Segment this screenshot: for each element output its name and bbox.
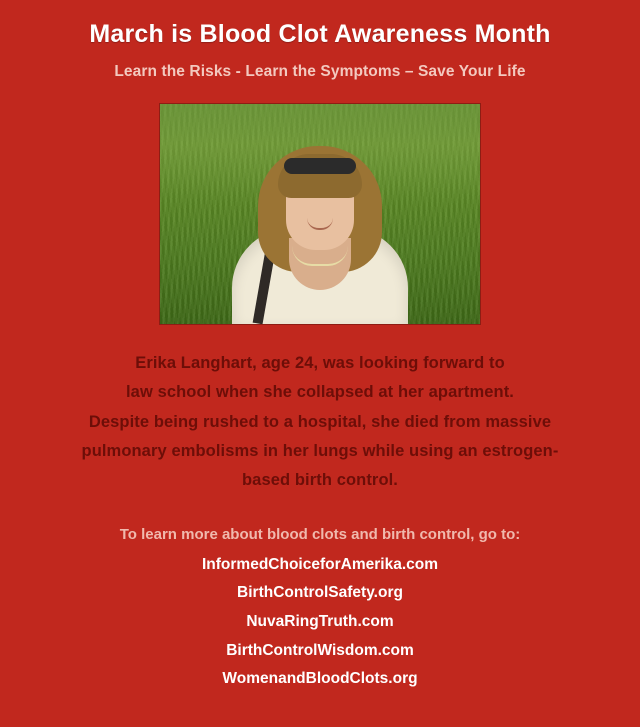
story-text [28,349,612,496]
portrait-photo [159,103,481,325]
story-line: Erika Langhart, age 24, was looking forward to [135,354,505,372]
story-line: pulmonary embolisms in her lungs while using an estrogen- [81,442,559,461]
story-line: law school when she collapsed at her apartment. [126,383,514,402]
resource-link[interactable]: BirthControlWisdom.com [226,641,414,659]
person-figure [225,134,415,324]
page-title: March is Blood Clot Awareness Month [89,20,551,48]
resource-link[interactable]: WomenandBloodClots.org [222,670,418,688]
call-to-action: To learn more about blood clots and birth control, go to: [119,525,521,543]
resource-link[interactable]: BirthControlSafety.org [237,584,403,602]
resource-link[interactable]: NuvaRingTruth.com [246,613,394,631]
resource-link[interactable]: InformedChoiceforAmerika.com [202,555,438,573]
resource-links [0,551,640,694]
story-line: based birth control. [241,471,398,490]
subtitle: Learn the Risks - Learn the Symptoms – Save Your Life [114,63,526,80]
story-line: Despite being rushed to a hospital, she died from massive [88,412,552,431]
sunglasses-icon [284,158,356,174]
